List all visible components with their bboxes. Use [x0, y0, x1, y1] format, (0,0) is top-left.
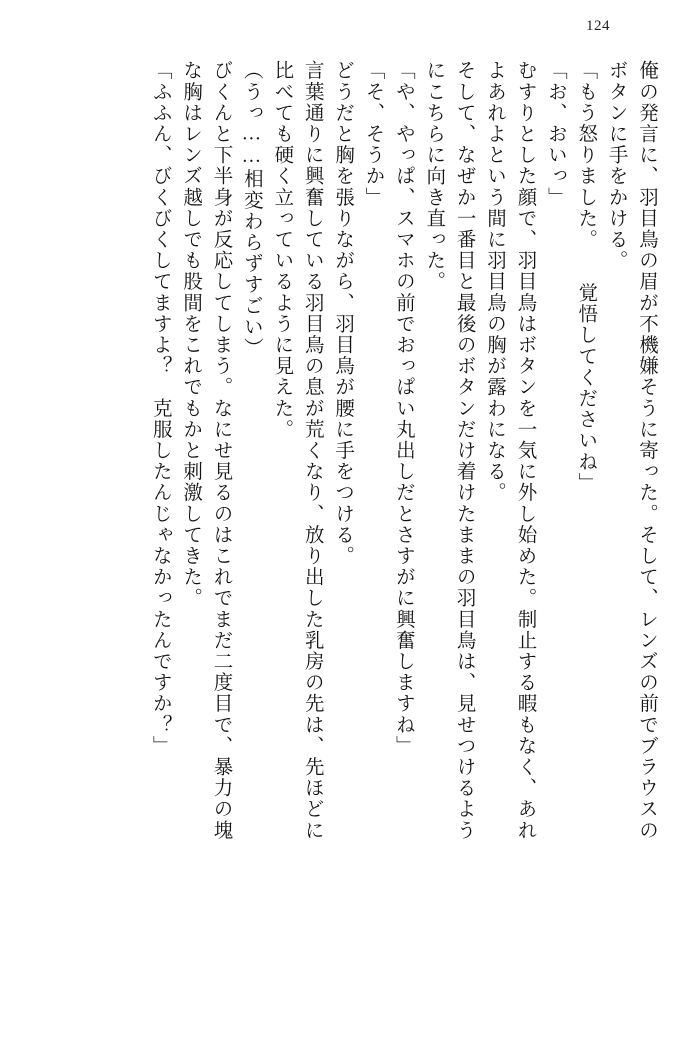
text-line: 比べても硬く立っているように見えた。 [271, 60, 293, 440]
text-line: にこちらに向き直った。 [423, 60, 445, 293]
text-line: 「や、やっぱ、スマホの前でおっぱい丸出しだとさすがに興奮しますね」 [392, 60, 414, 757]
text-line: 「お、おいっ」 [544, 60, 566, 208]
vertical-text-body [34, 52, 666, 1024]
text-line: 俺の発言に、羽目鳥の眉が不機嫌そうに寄った。そして、レンズの前でブラウスの [636, 60, 657, 841]
text-line: （うっ……相変わらずすごい） [240, 60, 262, 359]
text-line: 「ふふん、びくびくしてますよ？ 克服したんじゃなかったんですか？」 [149, 60, 171, 757]
text-line: そして、なぜか一番目と最後のボタンだけ着けたままの羽目鳥は、見せつけるよう [453, 60, 475, 841]
text-line: 言葉通りに興奮している羽目鳥の息が荒くなり、放り出した乳房の先は、先ほどに [301, 60, 323, 841]
page-header [34, 18, 666, 52]
text-line: 「そ、そうか」 [362, 60, 384, 208]
text-line: びくんと下半身が反応してしまう。なにせ見るのはこれでまだ二度目で、暴力の塊 [210, 60, 232, 841]
text-line: どうだと胸を張りながら、羽目鳥が腰に手をつける。 [332, 60, 354, 567]
text-line: な胸はレンズ越しでも股間をこれでもかと刺激してきた。 [180, 60, 202, 609]
text-line: よあれよという間に羽目鳥の胸が露わになる。 [484, 60, 506, 504]
text-line: むすりとした顔で、羽目鳥はボタンを一気に外し始めた。制止する暇もなく、あれ [514, 60, 536, 841]
text-line: ボタンに手をかける。 [605, 60, 627, 271]
page-number: 124 [586, 18, 610, 34]
text-line: 「もう怒りました。 覚悟してくださいね」 [575, 60, 597, 494]
